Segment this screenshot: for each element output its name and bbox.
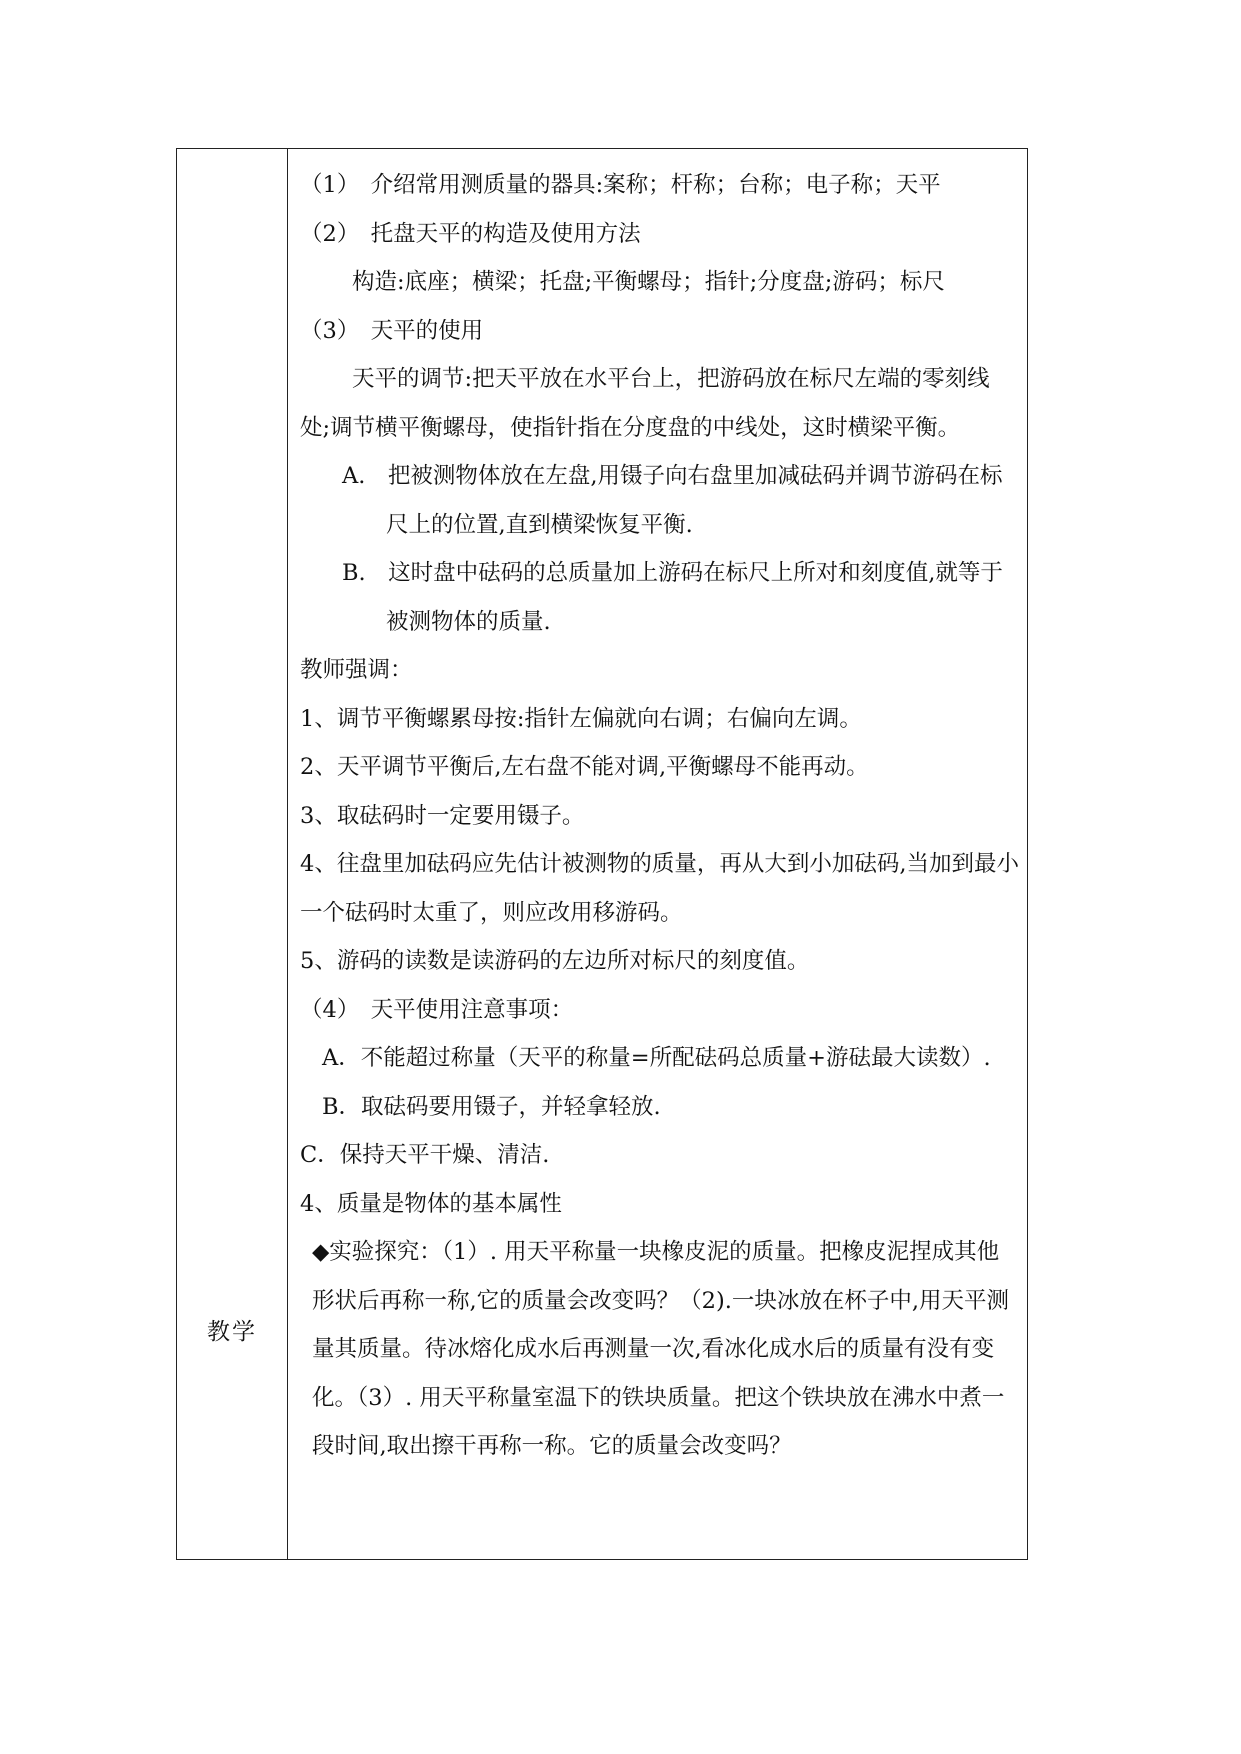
paragraph-10: 2、天平调节平衡后,左右盘不能对调,平衡螺母不能再动。 (300, 754, 869, 780)
table-row (177, 149, 1028, 1560)
paragraph-13: 5、游码的读数是读游码的左边所对标尺的刻度值。 (300, 948, 810, 974)
content-cell (288, 149, 1028, 1560)
paragraph-12: 4、往盘里加砝码应先估计被测物的质量，再从大到小加砝码,当加到最小一个砝码时太重了，则应改用移游码。 (300, 851, 1019, 926)
paragraph-8: 教师强调： (300, 657, 413, 683)
paragraph-17: C．保持天平干燥、清洁. (300, 1142, 550, 1168)
row-label-cell (177, 149, 288, 1560)
paragraph-16: B．取砝码要用镊子，并轻拿轻放. (322, 1093, 661, 1120)
paragraph-1: （1） 介绍常用测质量的器具:案称；杆称；台称；电子称；天平 (300, 172, 941, 198)
paragraph-5: 天平的调节:把天平放在水平台上，把游码放在标尺左端的零刻线处;调节横平衡螺母，使指针指在分度盘的中线处，这时横梁平衡。 (300, 366, 990, 441)
paragraph-15: A．不能超过称量（天平的称量=所配砝码总质量+游砝最大读数）. (322, 1045, 991, 1071)
lesson-content (288, 149, 1027, 1471)
paragraph-9: 1、调节平衡螺累母按:指针左偏就向右调；右偏向左调。 (300, 705, 862, 732)
paragraph-2: （2） 托盘天平的构造及使用方法 (300, 220, 641, 247)
paragraph-6: A. 把被测物体放在左盘,用镊子向右盘里加减砝码并调节游码在标尺上的位置,直到横梁恢复平衡. (342, 463, 1003, 538)
paragraph-14: （4） 天平使用注意事项： (300, 996, 574, 1023)
row-label: 教学 (207, 1318, 257, 1345)
paragraph-7: B. 这时盘中砝码的总质量加上游码在标尺上所对和刻度值,就等于被测物体的质量. (342, 560, 1003, 635)
paragraph-4: （3） 天平的使用 (300, 317, 484, 344)
paragraph-3: 构造:底座；横梁；托盘;平衡螺母；指针;分度盘;游码；标尺 (352, 269, 945, 295)
paragraph-19: ◆实验探究：（1）. 用天平称量一块橡皮泥的质量。把橡皮泥捏成其他形状后再称一称,它的质量会改变吗？（2).一块冰放在杯子中,用天平测量其质量。待冰熔化成水后再测量一次,看冰化成水后的质量有没有变化。（3）. 用天平称量室温下的铁块质量。把这个铁块放在沸水中煮一段时间,取出擦干再称一称。它的质量会改变吗？ (312, 1239, 1010, 1459)
paragraph-18: 4、质量是物体的基本属性 (300, 1190, 562, 1217)
paragraph-11: 3、取砝码时一定要用镊子。 (300, 802, 585, 829)
lesson-plan-table (176, 148, 1028, 1560)
